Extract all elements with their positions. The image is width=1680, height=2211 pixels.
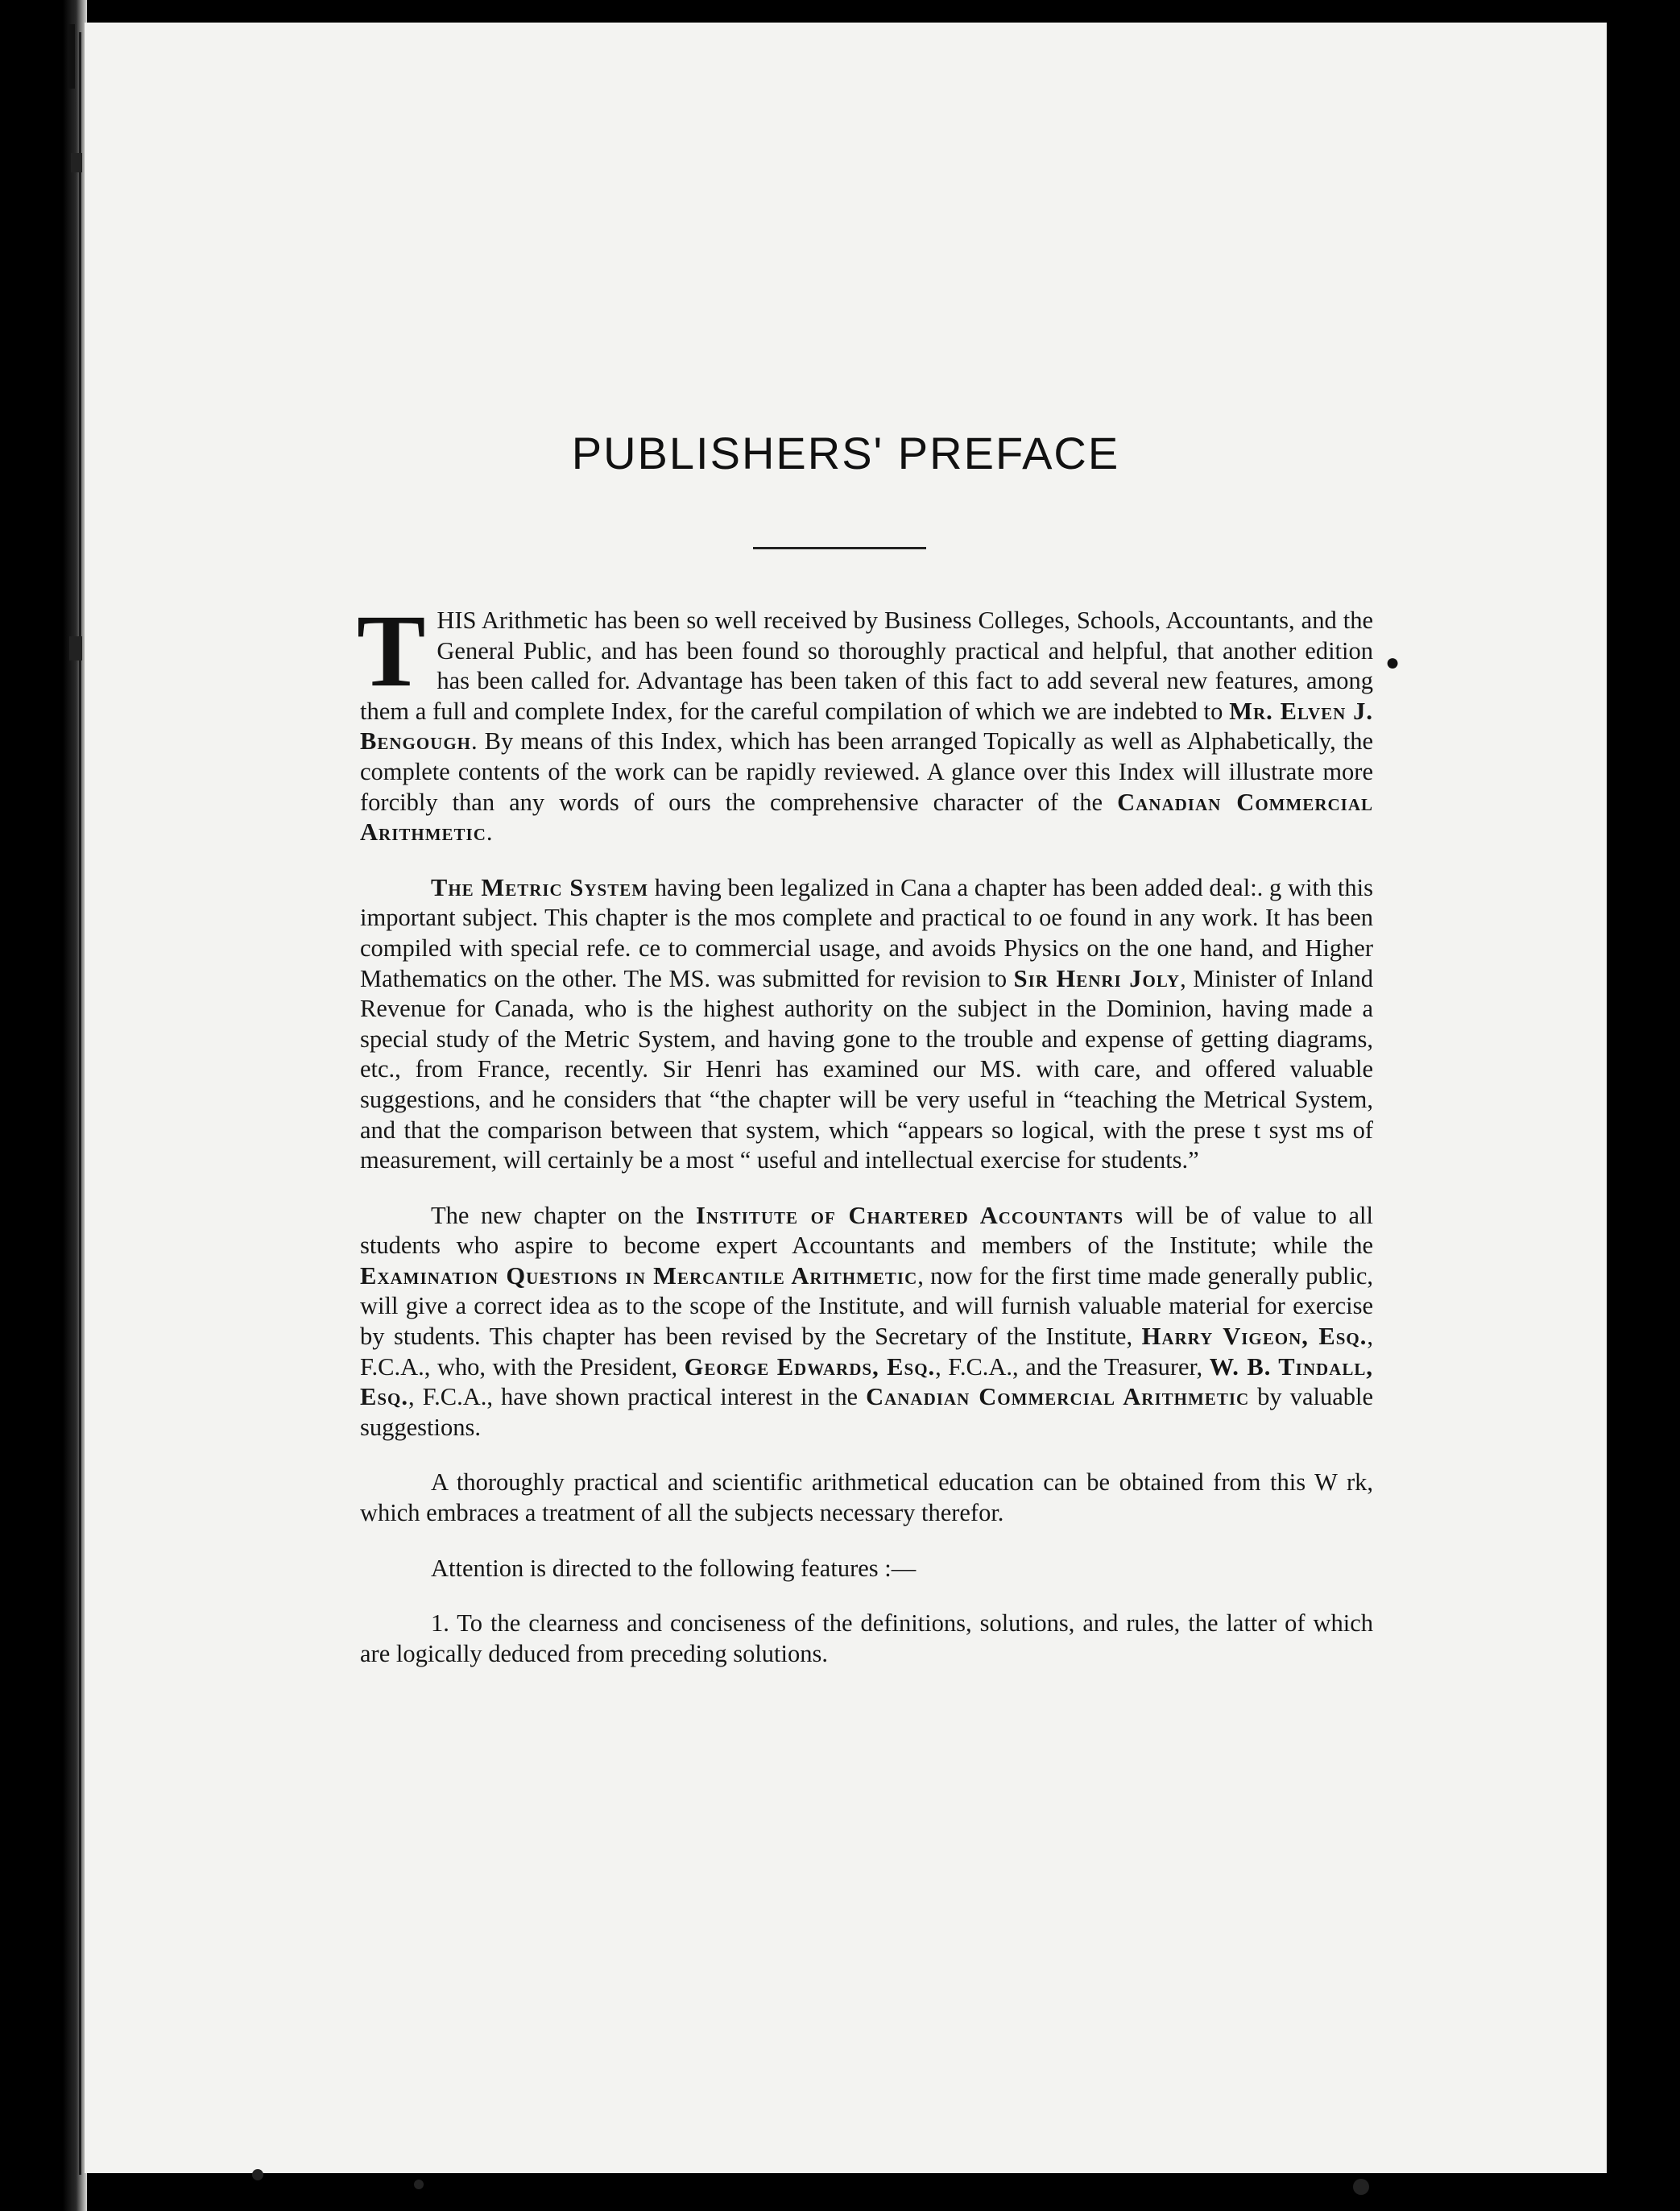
p3-text-c: , now for the first time made generally public, will give a correct idea as to the scope of the Institute, and will furnish valuable material for exercise by students. This chapter has been revised by the Secretary of the Institute, xyxy=(360,1261,1373,1351)
margin-mark: ● xyxy=(1385,649,1401,676)
p1-name: Mr. Elven J. Bengough xyxy=(360,697,1373,756)
p3-text-a: The new chapter on the xyxy=(431,1201,696,1229)
p1-book-title: Canadian Commercial Arithmetic xyxy=(360,788,1373,847)
p3-institute: Institute of Chartered Accountants xyxy=(695,1201,1124,1229)
p2-text-a: having been legalized in Cana a chapter has been added deal:. g with this important subject. This chapter is the mos complete and practical to oe found in any work. It has been compiled with special refe. ce to commercial usage, and avoids Physics on the one hand, and Higher Mathematics on the other. The MS. was submitted for revision to xyxy=(360,873,1373,992)
p3-vigeon: Harry Vigeon, Esq. xyxy=(1141,1323,1368,1351)
p2-lead: The Metric System xyxy=(431,873,649,901)
p3-book-title: Canadian Commercial Arithmetic xyxy=(866,1383,1250,1411)
p2-name: Sir Henri Joly xyxy=(1013,964,1181,992)
paragraph-4: A thoroughly practical and scientific arithmetical education can be obtained from this W rk, which embraces a treatment of all the subjects necessary therefor. xyxy=(360,1468,1373,1527)
p3-exam: Examination Questions in Mercantile Arithmetic xyxy=(360,1261,918,1290)
paragraph-6: 1. To the clearness and conciseness of the definitions, solutions, and rules, the latter of which are logically deduced from preceding solutions. xyxy=(360,1609,1373,1667)
p3-tindall: W. B. Tindall, Esq. xyxy=(360,1352,1373,1411)
p1-text-c: . xyxy=(486,818,493,847)
p1-text-a: HIS Arithmetic has been so well received by Business Colleges, Schools, Accountants, and the General Public, and has been found so thoroughly practical and helpful, that another edition has been called for. Advantage has been taken of this fact to add several new features, among them a full and complete Index, for the careful compilation of which we are indebted to xyxy=(360,607,1373,725)
p3-text-f: , F.C.A., have shown practical interest in the xyxy=(408,1383,867,1411)
p3-text-b: will be of value to all students who aspire to become expert Accountants and members of the Institute; while the xyxy=(360,1201,1373,1260)
page-title: PUBLISHERS' PREFACE xyxy=(571,428,1120,478)
p3-text-e: , F.C.A., and the Treasurer, xyxy=(935,1352,1210,1381)
drop-cap: T xyxy=(357,594,426,708)
paragraph-5: Attention is directed to the following features :— xyxy=(431,1554,917,1582)
p2-text-b: , Minister of Inland Revenue for Canada, who is the highest authority on the subject in the Dominion, having made a special study of the Metric System, and having gone to the trouble and expense of getting diagrams, etc., from France, recently. Sir Henri has examined our MS. with care, and offered valuable suggestions, and he considers that “the chapter will be very useful in “teaching the Metrical System, and that the comparison between that system, which “appears so logical, with the prese t syst ms of measurement, will certainly be a most “ useful and intellectual exercise for students.” xyxy=(360,964,1373,1174)
p3-edwards: George Edwards, Esq. xyxy=(684,1352,936,1381)
p3-text-d: , F.C.A., who, with the President, xyxy=(360,1323,1373,1381)
p1-text-b: . By means of this Index, which has been arranged Topically as well as Alphabetically, the complete contents of the work can be rapidly reviewed. A glance over this Index will illustrate more forcibly than any words of ours the comprehensive character of the xyxy=(360,727,1373,816)
p3-text-g: by valuable suggestions. xyxy=(360,1383,1374,1441)
